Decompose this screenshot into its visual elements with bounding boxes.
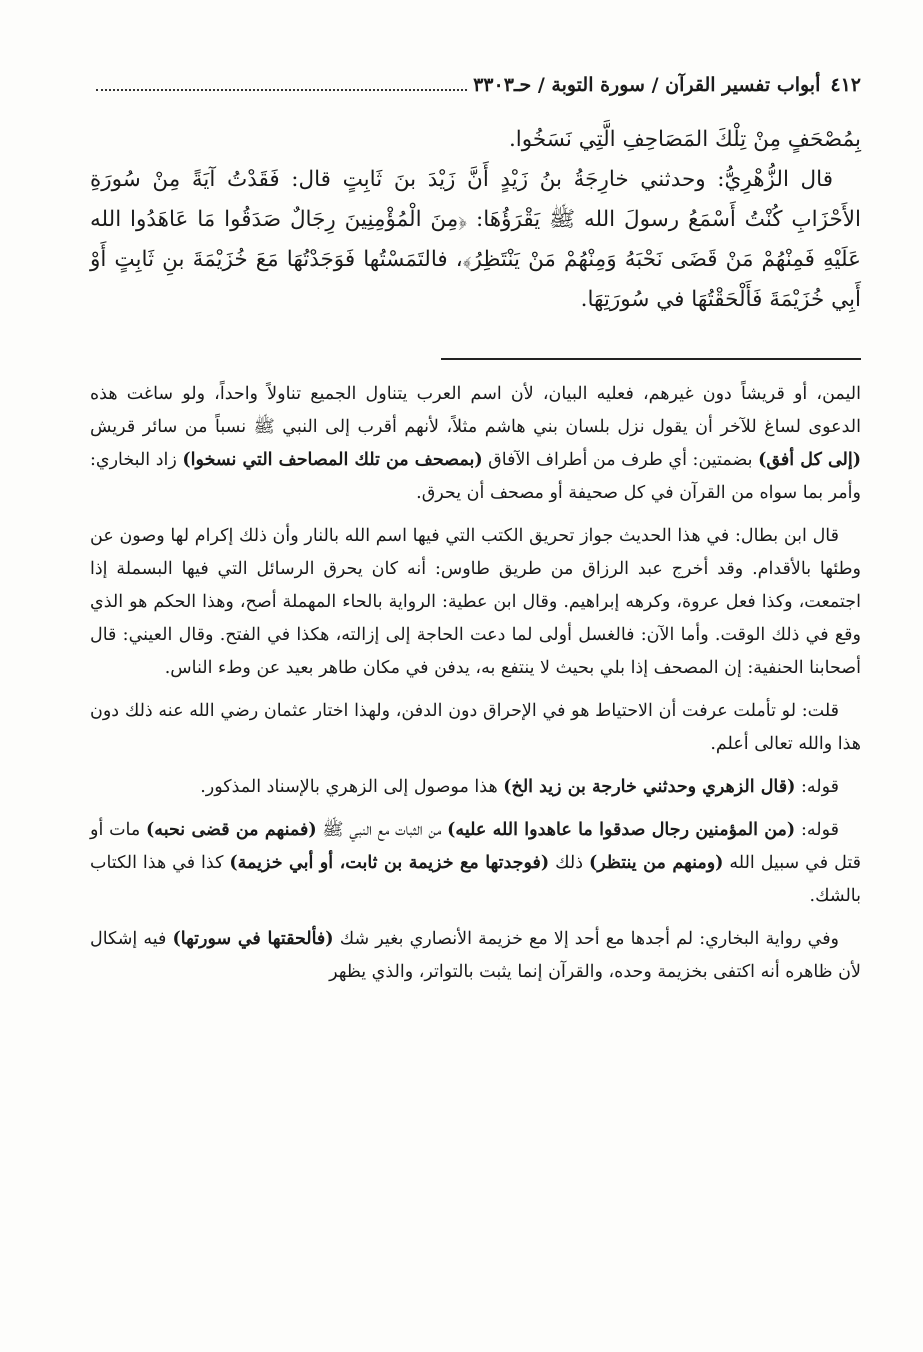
commentary-paragraph-4 <box>90 771 861 804</box>
header-title: أبواب تفسير القرآن / سورة التوبة / حـ٣٣٠٣ <box>473 74 821 96</box>
running-header <box>90 74 861 106</box>
main-line-1: بِمُصْحَفٍ مِنْ تِلْكَ المَصَاحِفِ الَّتِي نَسَخُوا. <box>508 127 861 152</box>
bold-run: (قال الزهري وحدثني خارجة بن زيد الخ) <box>503 777 796 797</box>
bold-run: (من المؤمنين رجال صدقوا ما عاهدوا الله عليه) <box>447 820 796 840</box>
text-run: اليمن، أو قريشاً دون غيرهم، فعليه البيان، لأن اسم العرب يتناول الجميع تناولاً واحداً، ولو ساغت هذه الدعوى لساغ للآخر أن يقول نزل بلسان بني هاشم مثلاً، لأنهم أقرب إلى النبي ﷺ نسباً من سائر قريش <box>90 384 861 437</box>
bold-run: (ومنهم من ينتظر) <box>588 853 724 873</box>
text-run: من الثبات مع النبي ﷺ <box>316 820 448 840</box>
commentary-paragraph-5 <box>90 814 861 913</box>
text-run: زاد البخاري: وأمر بما سواه من القرآن في كل صحيفة أو مصحف أن يحرق. <box>90 450 861 503</box>
text-run: فيه إشكال لأن ظاهره أنه اكتفى بخزيمة وحده، والقرآن إنما يثبت بالتواتر، والذي يظهر <box>90 929 861 982</box>
page-number: ٤١٢ <box>830 74 861 96</box>
bold-run: (فألحقتها في سورتها) <box>172 929 334 949</box>
book-page <box>90 74 861 1332</box>
text-run: قوله: <box>795 820 840 840</box>
commentary-paragraph-6 <box>90 923 861 989</box>
commentary <box>90 378 861 989</box>
header-dot-leader <box>96 88 467 91</box>
bold-run: (فمنهم من قضى نحبه) <box>146 820 317 840</box>
commentary-paragraph-2: قال ابن بطال: في هذا الحديث جواز تحريق الكتب التي فيها اسم الله بالنار وأن ذلك إكرام لها وصون عن وطئها بالأقدام. وقد أخرج عبد الرزاق من طريق طاوس: أنه كان يحرق الرسائل التي فيها البسملة إذا اجتمعت، وكذا فعل عروة، وكرهه إبراهيم. وقال ابن عطية: الرواية بالحاء المهملة أصح، وهذا الحكم هو الذي وقع في ذلك الوقت. وأما الآن: فالغسل أولى لما دعت الحاجة إلى إزالته، هكذا في الفتح. وقال العيني: قال أصحابنا الحنفية: إن المصحف إذا بلي بحيث لا ينتفع به، يدفن في مكان طاهر بعيد عن وطء الناس. <box>90 526 861 678</box>
text-run: ذلك <box>549 853 589 873</box>
main-text <box>90 120 861 320</box>
bold-run: (فوجدتها مع خزيمة بن ثابت، أو أبي خزيمة) <box>229 853 550 873</box>
footnote-separator <box>441 358 861 360</box>
text-run: كذا في هذا الكتاب بالشك. <box>90 853 861 906</box>
bold-run: (إلى كل أفق) <box>758 450 861 470</box>
text-run: مات أو قتل في سبيل الله <box>90 820 861 873</box>
commentary-paragraph-3: قلت: لو تأملت عرفت أن الاحتياط هو في الإحراق دون الدفن، ولهذا اختار عثمان رضي الله عنه ذلك دون هذا والله تعالى أعلم. <box>90 701 861 754</box>
main-paragraph-2: قال الزُّهْرِيُّ: وحدثني خارِجَةُ بنُ زَيْدٍ أَنَّ زَيْدَ بنَ ثَابِتٍ قال: فَقَدْتُ آيَةً مِنْ سُورَةِ الأَحْزَابِ كُنْتُ أَسْمَعُ رسولَ الله ﷺ يَقْرَؤُهَا: ﴿مِنَ الْمُؤْمِنِينَ رِجَالٌ صَدَقُوا مَا عَاهَدُوا الله عَلَيْهِ فَمِنْهُمْ مَنْ قَضَى نَحْبَهُ وَمِنْهُمْ مَنْ يَنْتَظِرُ﴾، فالتَمَسْتُها فَوَجَدْتُهَا مَعَ خُزَيْمَةَ بنِ ثَابِتٍ أَوْ أَبِي خُزَيْمَةَ فَأَلْحَقْتُهَا في سُورَتِهَا. <box>90 167 861 312</box>
commentary-paragraph-1 <box>90 378 861 510</box>
bold-run: (بمصحف من تلك المصاحف التي نسخوا) <box>182 450 483 470</box>
text-run: هذا موصول إلى الزهري بالإسناد المذكور. <box>200 777 504 797</box>
text-run: قوله: <box>795 777 839 797</box>
text-run: وفي رواية البخاري: لم أجدها مع أحد إلا مع خزيمة الأنصاري بغير شك <box>333 929 840 949</box>
text-run: بضمتين: أي طرف من أطراف الآفاق <box>482 450 759 470</box>
